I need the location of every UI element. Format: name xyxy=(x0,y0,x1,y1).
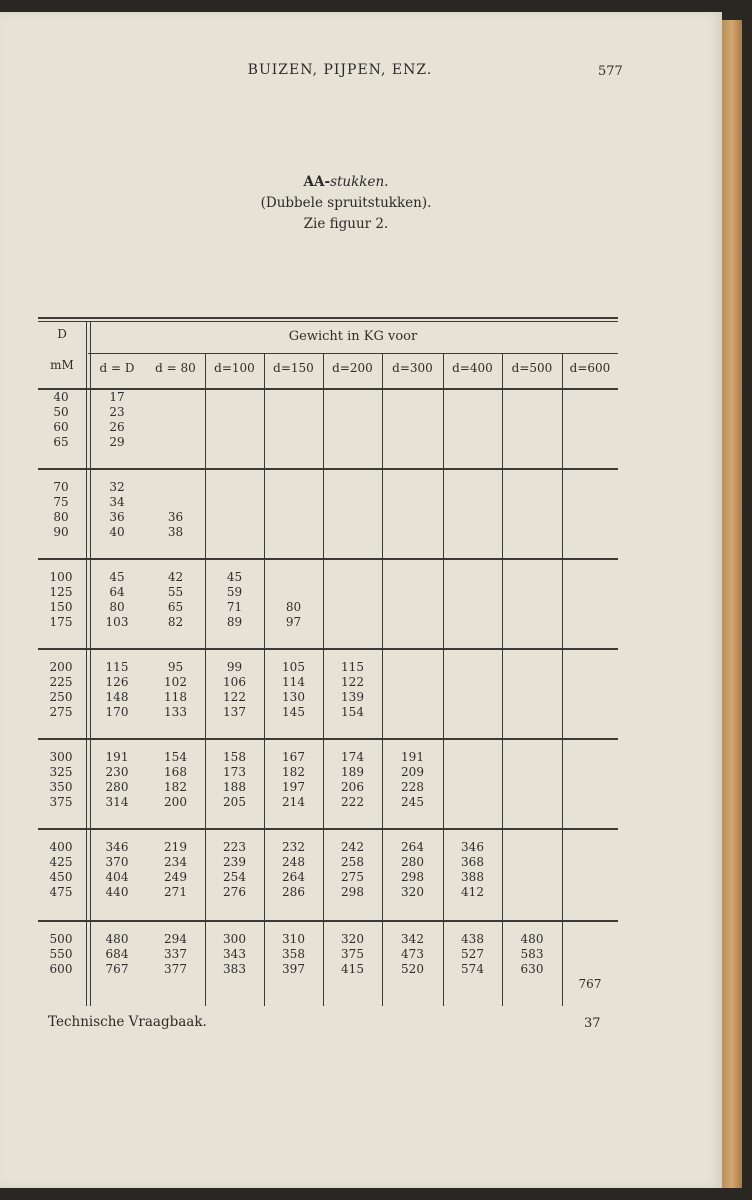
weight-value: 480 xyxy=(105,932,129,946)
weight-value: 343 xyxy=(223,947,246,961)
weight-value: 80 xyxy=(109,600,125,614)
column-header: d = D xyxy=(99,361,135,375)
weight-value: 64 xyxy=(109,585,125,599)
weight-value: 206 xyxy=(341,780,364,794)
weight-value xyxy=(562,932,618,947)
weight-value: 191 xyxy=(401,750,424,764)
weight-value: 82 xyxy=(167,615,184,629)
weight-value: 106 xyxy=(223,675,246,689)
weight-value-group xyxy=(146,840,205,900)
column-header: d=150 xyxy=(273,361,314,375)
weight-value: 114 xyxy=(282,675,305,689)
weight-value: 249 xyxy=(164,870,187,884)
column-divider xyxy=(562,354,563,1006)
weight-value: 154 xyxy=(341,705,364,719)
weight-value: 310 xyxy=(282,932,305,946)
group-separator-rule xyxy=(38,648,618,650)
d-value: 50 xyxy=(53,405,69,419)
d-value: 175 xyxy=(49,615,73,629)
weight-value-group xyxy=(264,660,323,720)
d-value: 350 xyxy=(49,780,73,794)
weight-value-group xyxy=(323,660,382,720)
weight-value: 55 xyxy=(167,585,184,599)
d-value-group xyxy=(38,390,84,450)
weight-value: 254 xyxy=(223,870,246,884)
weight-value: 574 xyxy=(461,962,484,976)
weight-value-group xyxy=(502,932,562,977)
column-divider xyxy=(382,354,383,1006)
weight-value: 298 xyxy=(401,870,424,884)
d-value-group xyxy=(38,932,84,977)
caption-line-1 xyxy=(0,172,692,193)
weight-value: 388 xyxy=(461,870,484,884)
weight-value-group xyxy=(88,480,146,540)
weight-value: 286 xyxy=(282,885,305,899)
group-separator-rule xyxy=(38,920,618,922)
d-column-divider xyxy=(86,321,87,1006)
weight-value: 239 xyxy=(223,855,246,869)
weight-value-group xyxy=(443,840,502,900)
weight-value: 294 xyxy=(164,932,187,946)
column-divider xyxy=(502,354,503,1006)
weight-value: 95 xyxy=(167,660,184,674)
weight-value: 174 xyxy=(341,750,364,764)
weight-value: 118 xyxy=(164,690,187,704)
d-value: 425 xyxy=(49,855,73,869)
weight-value: 264 xyxy=(401,840,424,854)
group-separator-rule xyxy=(38,558,618,560)
weight-value: 139 xyxy=(341,690,364,704)
weight-value: 80 xyxy=(285,600,302,614)
weight-value: 358 xyxy=(282,947,305,961)
weight-value: 23 xyxy=(109,405,125,419)
weight-value: 223 xyxy=(223,840,246,854)
weight-value: 377 xyxy=(164,962,187,976)
d-value: 70 xyxy=(53,480,69,494)
weight-value: 397 xyxy=(282,962,305,976)
column-header: d=300 xyxy=(392,361,433,375)
weight-value-group xyxy=(146,570,205,630)
table-caption xyxy=(0,172,692,235)
weight-value: 32 xyxy=(109,480,125,494)
d-value: 225 xyxy=(49,675,73,689)
weight-value: 346 xyxy=(461,840,484,854)
weight-value: 280 xyxy=(401,855,424,869)
weight-value-group xyxy=(205,932,264,977)
weight-value: 298 xyxy=(341,885,364,899)
weight-value: 404 xyxy=(105,870,129,884)
column-header: d=600 xyxy=(569,361,611,375)
weight-value: 38 xyxy=(167,525,184,539)
column-header: d=500 xyxy=(511,361,553,375)
weight-value: 438 xyxy=(461,932,484,946)
weight-value: 337 xyxy=(164,947,187,961)
weight-value: 209 xyxy=(401,765,424,779)
weight-value-group xyxy=(146,660,205,720)
weight-value: 383 xyxy=(223,962,246,976)
weight-value: 188 xyxy=(223,780,246,794)
weight-value: 103 xyxy=(105,615,129,629)
weight-value xyxy=(146,495,205,510)
weight-value-group xyxy=(264,932,323,977)
weight-value: 145 xyxy=(282,705,305,719)
weight-value: 197 xyxy=(282,780,305,794)
weight-value: 320 xyxy=(401,885,424,899)
weight-value: 583 xyxy=(520,947,544,961)
weight-value: 148 xyxy=(105,690,129,704)
d-value: 150 xyxy=(49,600,73,614)
caption-line-3: Zie figuur 2. xyxy=(303,216,389,232)
weight-value: 126 xyxy=(105,675,129,689)
weight-value: 122 xyxy=(341,675,364,689)
d-value: 300 xyxy=(49,750,73,764)
weight-value: 375 xyxy=(341,947,364,961)
weight-value: 34 xyxy=(109,495,125,509)
weight-value: 412 xyxy=(461,885,484,899)
weight-value-group xyxy=(323,750,382,810)
weight-value-group xyxy=(88,570,146,630)
weight-value: 234 xyxy=(164,855,187,869)
d-value-group xyxy=(38,570,84,630)
weight-value: 133 xyxy=(164,705,187,719)
d-value: 400 xyxy=(49,840,73,854)
weight-value: 520 xyxy=(401,962,424,976)
weight-value-group xyxy=(205,750,264,810)
weight-value xyxy=(562,947,618,962)
footer-book-title: Technische Vraagbaak. xyxy=(48,1014,207,1030)
d-header: D xyxy=(57,327,67,341)
d-value: 275 xyxy=(49,705,73,719)
weight-value: 228 xyxy=(401,780,424,794)
weight-value: 65 xyxy=(167,600,184,614)
weight-value: 314 xyxy=(105,795,129,809)
weight-value-group xyxy=(264,570,323,630)
weight-value: 71 xyxy=(226,600,243,614)
weight-value-group xyxy=(205,840,264,900)
weight-value: 320 xyxy=(341,932,364,946)
d-value: 250 xyxy=(49,690,73,704)
weight-value: 26 xyxy=(109,420,125,434)
weight-value xyxy=(562,962,618,977)
weight-value: 105 xyxy=(282,660,305,674)
weight-value: 222 xyxy=(341,795,364,809)
weight-value: 245 xyxy=(401,795,424,809)
d-value: 325 xyxy=(49,765,73,779)
column-header: d=400 xyxy=(452,361,493,375)
weight-value: 767 xyxy=(105,962,129,976)
column-divider xyxy=(443,354,444,1006)
weight-value: 248 xyxy=(282,855,305,869)
d-unit-header: mM xyxy=(50,358,74,372)
weight-value: 97 xyxy=(285,615,302,629)
weight-value: 473 xyxy=(401,947,424,961)
group-separator-rule xyxy=(38,468,618,470)
d-value: 450 xyxy=(49,870,73,884)
weight-value-group xyxy=(382,840,443,900)
weight-value-group xyxy=(88,840,146,900)
d-value-group xyxy=(38,480,84,540)
weight-value: 230 xyxy=(105,765,129,779)
weight-value: 42 xyxy=(167,570,184,584)
weight-value: 168 xyxy=(164,765,187,779)
weight-value: 189 xyxy=(341,765,364,779)
weight-value-group xyxy=(88,660,146,720)
weight-value xyxy=(146,480,205,495)
weight-value: 271 xyxy=(164,885,187,899)
weight-value xyxy=(264,570,323,585)
d-value-group xyxy=(38,840,84,900)
weight-value: 200 xyxy=(164,795,187,809)
weight-value: 205 xyxy=(223,795,246,809)
weight-value: 684 xyxy=(105,947,129,961)
weight-value-group xyxy=(443,932,502,977)
weight-value: 275 xyxy=(341,870,364,884)
d-value: 475 xyxy=(49,885,73,899)
weight-value: 258 xyxy=(341,855,364,869)
caption-aa: AA- xyxy=(303,174,331,190)
weight-value-group xyxy=(146,480,205,540)
weight-value: 17 xyxy=(109,390,125,404)
weight-value: 242 xyxy=(341,840,364,854)
d-value: 375 xyxy=(49,795,73,809)
weight-value: 264 xyxy=(282,870,305,884)
weight-value: 99 xyxy=(226,660,243,674)
weight-value-group xyxy=(88,932,146,977)
weight-value-group xyxy=(264,840,323,900)
d-value: 125 xyxy=(49,585,73,599)
weight-value-group xyxy=(205,570,264,630)
weight-value: 300 xyxy=(223,932,246,946)
weight-value: 480 xyxy=(520,932,544,946)
weight-value: 368 xyxy=(461,855,484,869)
d-value: 80 xyxy=(53,510,69,524)
weight-value: 527 xyxy=(461,947,484,961)
d-value: 200 xyxy=(49,660,73,674)
weight-group-header: Gewicht in KG voor xyxy=(288,329,418,344)
weight-value: 170 xyxy=(105,705,129,719)
weight-value: 630 xyxy=(520,962,544,976)
weight-value-group xyxy=(146,750,205,810)
weight-value: 182 xyxy=(282,765,305,779)
weight-value: 191 xyxy=(105,750,129,764)
weight-value: 130 xyxy=(282,690,305,704)
caption-stukken: stukken. xyxy=(330,174,389,190)
footer-signature: 37 xyxy=(584,1016,601,1031)
d-value: 550 xyxy=(49,947,73,961)
weight-value-group xyxy=(88,390,146,450)
weight-value-group xyxy=(562,932,618,992)
weight-value: 45 xyxy=(109,570,125,584)
weight-value: 102 xyxy=(164,675,187,689)
weight-value: 346 xyxy=(105,840,129,854)
group-separator-rule xyxy=(38,828,618,830)
weight-value-group xyxy=(382,750,443,810)
weight-value: 219 xyxy=(164,840,187,854)
weight-value-group xyxy=(382,932,443,977)
running-title: BUIZEN, PIJPEN, ENZ. xyxy=(247,62,433,78)
d-value: 60 xyxy=(53,420,69,434)
d-value-group xyxy=(38,750,84,810)
weight-value: 232 xyxy=(282,840,305,854)
weight-value: 173 xyxy=(223,765,246,779)
weight-value: 115 xyxy=(341,660,364,674)
column-header: d = 80 xyxy=(155,361,196,375)
weight-value: 167 xyxy=(282,750,305,764)
weight-value-group xyxy=(88,750,146,810)
d-value: 600 xyxy=(49,962,73,976)
page-edge xyxy=(722,20,742,1188)
weight-value: 29 xyxy=(109,435,125,449)
weight-value-group xyxy=(323,932,382,977)
weight-value-group xyxy=(205,660,264,720)
group-header-rule xyxy=(88,353,618,354)
weight-value: 154 xyxy=(164,750,187,764)
weight-value: 214 xyxy=(282,795,305,809)
weight-value: 280 xyxy=(105,780,129,794)
d-value: 90 xyxy=(53,525,69,539)
caption-line-2: (Dubbele spruitstukken). xyxy=(260,195,432,211)
weight-value: 182 xyxy=(164,780,187,794)
weight-value-group xyxy=(146,932,205,977)
weight-value: 59 xyxy=(226,585,243,599)
weight-value: 370 xyxy=(105,855,129,869)
column-header: d=100 xyxy=(214,361,255,375)
weight-value: 40 xyxy=(109,525,125,539)
d-value: 65 xyxy=(53,435,69,449)
weight-value-group xyxy=(323,840,382,900)
weight-value: 36 xyxy=(109,510,125,524)
weight-value: 115 xyxy=(105,660,129,674)
weight-value: 45 xyxy=(226,570,243,584)
d-value: 500 xyxy=(49,932,73,946)
d-value: 100 xyxy=(49,570,73,584)
weight-value: 276 xyxy=(223,885,246,899)
d-value-group xyxy=(38,660,84,720)
weight-value: 767 xyxy=(578,977,602,991)
table-top-rule-thin xyxy=(38,321,618,322)
group-separator-rule xyxy=(38,738,618,740)
table-top-rule xyxy=(38,317,618,319)
weight-value: 342 xyxy=(401,932,424,946)
weight-value: 36 xyxy=(167,510,184,524)
d-value: 40 xyxy=(53,390,69,404)
weight-value-group xyxy=(264,750,323,810)
weight-value: 122 xyxy=(223,690,246,704)
weight-value: 89 xyxy=(226,615,243,629)
weight-value: 440 xyxy=(105,885,129,899)
weight-value: 137 xyxy=(223,705,246,719)
weight-value: 415 xyxy=(341,962,364,976)
column-header: d=200 xyxy=(332,361,373,375)
d-value: 75 xyxy=(53,495,69,509)
page-number: 577 xyxy=(598,64,623,79)
weight-value xyxy=(264,585,323,600)
weight-value: 158 xyxy=(223,750,246,764)
